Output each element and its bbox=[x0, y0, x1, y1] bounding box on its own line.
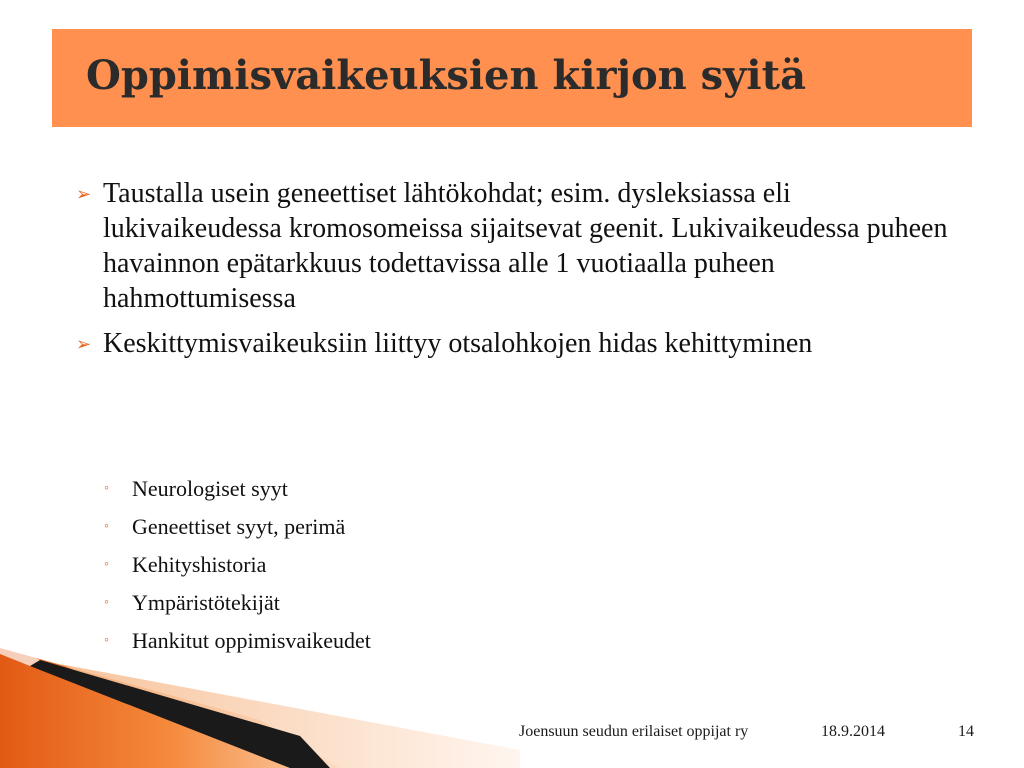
footer-organization: Joensuun seudun erilaiset oppijat ry bbox=[519, 723, 749, 740]
circle-bullet-icon: ◦ bbox=[104, 595, 109, 610]
main-bullet-list bbox=[76, 176, 956, 371]
circle-bullet-icon: ◦ bbox=[104, 633, 109, 648]
bullet-item bbox=[76, 326, 956, 361]
sub-bullet-item bbox=[104, 470, 704, 508]
sub-bullet-text: Kehityshistoria bbox=[132, 552, 267, 577]
sub-bullet-text: Geneettiset syyt, perimä bbox=[132, 514, 346, 539]
sub-bullet-text: Ympäristötekijät bbox=[132, 590, 280, 615]
bullet-text: Keskittymisvaikeuksiin liittyy otsalohkojen hidas kehittyminen bbox=[103, 328, 813, 359]
circle-bullet-icon: ◦ bbox=[104, 519, 109, 534]
arrow-bullet-icon: ➢ bbox=[76, 334, 92, 354]
decorative-swoosh bbox=[0, 640, 1024, 768]
sub-bullet-item bbox=[104, 584, 704, 622]
bullet-item bbox=[76, 176, 956, 316]
arrow-bullet-icon: ➢ bbox=[76, 184, 92, 204]
slide-title: Oppimisvaikeuksien kirjon syitä bbox=[86, 52, 806, 99]
circle-bullet-icon: ◦ bbox=[104, 557, 109, 572]
sub-bullet-list bbox=[104, 470, 704, 660]
footer-date: 18.9.2014 bbox=[821, 723, 885, 740]
circle-bullet-icon: ◦ bbox=[104, 481, 109, 496]
sub-bullet-item bbox=[104, 546, 704, 584]
sub-bullet-text: Hankitut oppimisvaikeudet bbox=[132, 628, 371, 653]
sub-bullet-item bbox=[104, 508, 704, 546]
footer-page-number: 14 bbox=[958, 723, 974, 740]
sub-bullet-text: Neurologiset syyt bbox=[132, 476, 288, 501]
bullet-text: Taustalla usein geneettiset lähtökohdat; esim. dysleksiassa eli lukivaikeudessa kromosomeissa sijaitsevat geenit. Lukivaikeudessa puheen havainnon epätarkkuus todettavissa alle 1 vuotiaalla puheen hahmottumisessa bbox=[103, 178, 948, 314]
